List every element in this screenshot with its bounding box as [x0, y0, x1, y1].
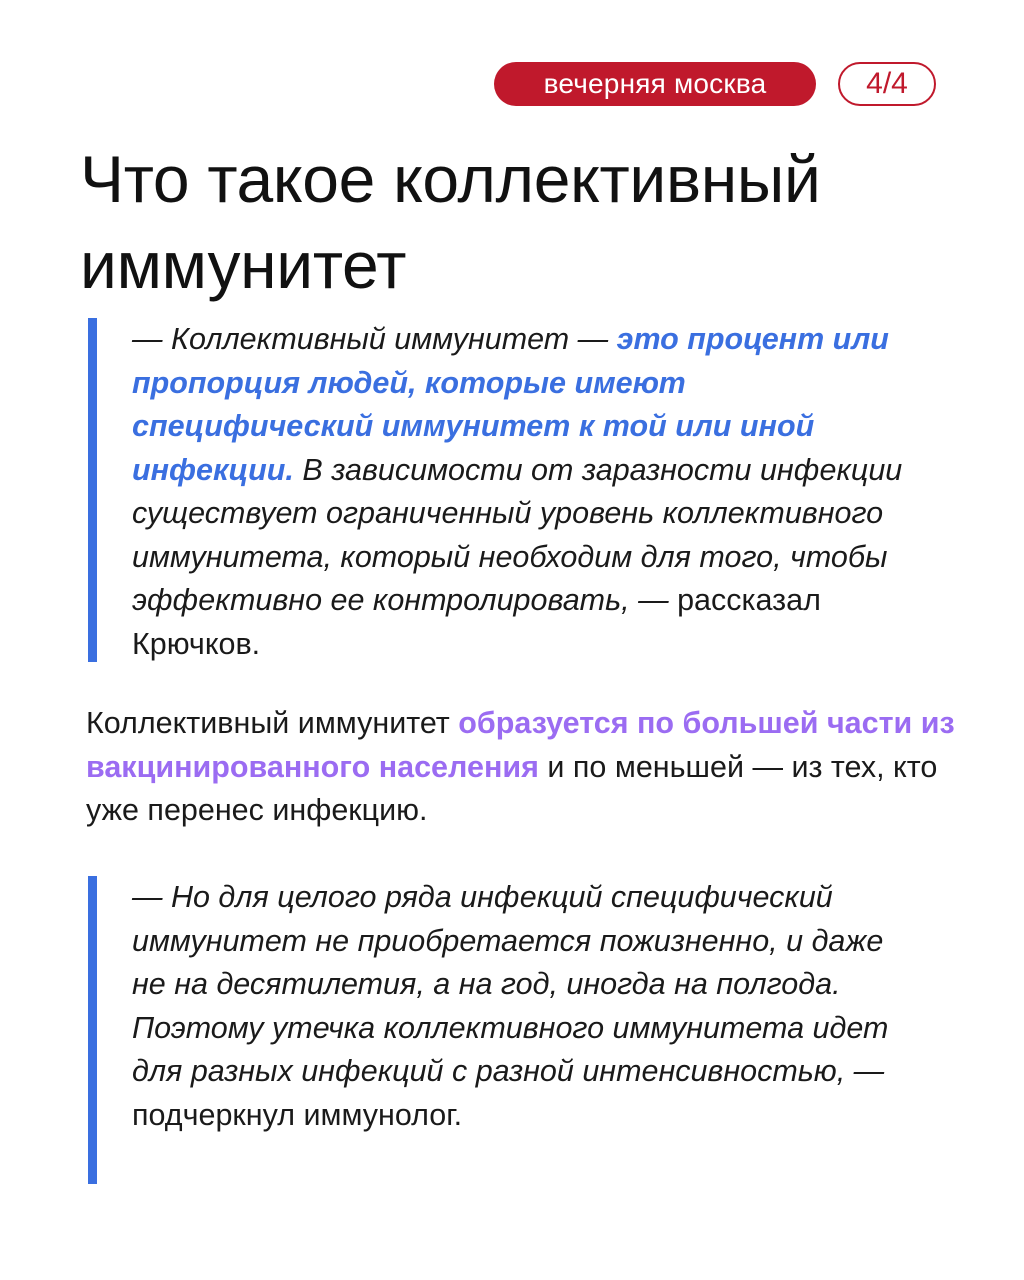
brand-badge: вечерняя москва	[494, 62, 816, 106]
quote-block-2	[88, 876, 912, 1184]
quote-1-text	[132, 318, 912, 666]
quote-1-highlight: это процент или пропорция людей, которые имеют специфический иммунитет к той или иной инфекции.	[132, 322, 889, 487]
body-paragraph	[86, 702, 966, 833]
paragraph-lead: Коллективный иммунитет	[86, 706, 459, 740]
title-line-1: Что такое коллективный	[80, 142, 821, 216]
quote-1-lead: — Коллективный иммунитет —	[132, 322, 617, 356]
quote-2-attribution: подчеркнул иммунолог.	[132, 1097, 463, 1132]
quote-1-attribution: рассказал Крючков.	[132, 583, 821, 661]
title-line-2: иммунитет	[80, 228, 407, 302]
quote-1-body: В зависимости от заразности инфекции существует ограниченный уровень коллективного иммунитета, который необходим для того, чтобы эффективно ее контролировать, —	[132, 452, 903, 617]
quote-2-body: — Но для целого ряда инфекций специфический иммунитет не приобретается пожизненно, и даже не на десятилетия, а на год, иногда на полгода. Поэтому утечка коллективного иммунитета идет для разных инфекций с разной интенсивностью, —	[132, 880, 889, 1088]
paragraph-tail: и по меньшей — из тех, кто уже перенес инфекцию.	[86, 749, 938, 827]
page-indicator: 4/4	[838, 62, 936, 106]
quote-block-1	[88, 318, 912, 662]
page-title	[80, 136, 980, 308]
quote-2-text	[132, 876, 912, 1137]
paragraph-highlight: образуется по большей части из вакцинированного населения	[86, 706, 955, 784]
